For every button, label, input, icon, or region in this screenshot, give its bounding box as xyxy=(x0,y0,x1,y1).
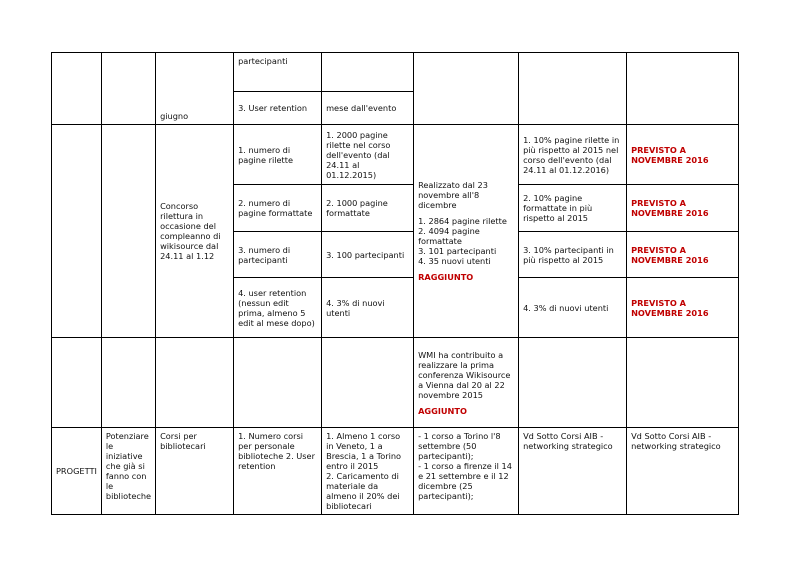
planned-cell xyxy=(627,125,739,185)
table-row xyxy=(52,428,739,515)
planned-status: PREVISTO A NOVEMBRE 2016 xyxy=(631,198,709,218)
target-cell xyxy=(322,185,414,232)
planned-cell xyxy=(627,278,739,338)
activity-cell xyxy=(156,428,234,515)
metric-cell xyxy=(234,428,322,515)
metric-cell xyxy=(234,278,322,338)
result-list: 1. 2864 pagine rilette 2. 4094 pagine formattate 3. 101 partecipanti 4. 35 nuovi utenti xyxy=(418,216,507,266)
cell-empty xyxy=(101,53,155,125)
conference-status: AGGIUNTO xyxy=(418,405,467,416)
month-text: giugno xyxy=(160,111,189,121)
next-target-text: 4. 3% di nuovi utenti xyxy=(523,302,609,313)
metric-text: 2. numero di pagine formattate xyxy=(238,198,313,218)
metric-text: 1. Numero corsi per personale biblioteche 2. User retention xyxy=(238,431,315,471)
result-cell xyxy=(414,428,519,515)
next-target-cell xyxy=(519,232,627,278)
result-text: - 1 corso a Torino l'8 settembre (50 partecipanti); - 1 corso a firenze il 14 e 21 settembre e il 12 dicembre (25 partecipanti); xyxy=(418,431,512,501)
table-row xyxy=(52,53,739,92)
target-text: 1. 2000 pagine rilette nel corso dell'evento (dal 24.11 al 01.12.2015) xyxy=(326,129,391,180)
target-cell xyxy=(322,232,414,278)
next-target-cell xyxy=(519,278,627,338)
month-cell xyxy=(156,53,234,125)
contest-result-cell xyxy=(414,125,519,338)
target-text: 1. Almeno 1 corso in Veneto, 1 a Brescia, 1 a Torino entro il 2015 2. Caricamento di materiale da almeno il 20% dei bibliotecari xyxy=(326,431,402,511)
metric-text: 4. user retention (nessun edit prima, almeno 5 edit al mese dopo) xyxy=(238,287,315,328)
metric-cell xyxy=(234,232,322,278)
cell-empty xyxy=(322,338,414,428)
contest-name-text: Concorso rilettura in occasione del compleanno di wikisource dal 24.11 al 1.12 xyxy=(160,201,221,261)
target-cell xyxy=(322,92,414,125)
category-text: PROGETTI xyxy=(56,466,97,476)
cell-empty xyxy=(52,53,102,125)
metric-cell xyxy=(234,92,322,125)
cell-empty xyxy=(322,53,414,92)
next-target-text: 2. 10% pagine formattate in più rispetto al 2015 xyxy=(523,193,593,223)
target-cell xyxy=(322,125,414,185)
result-text: Realizzato dal 23 novembre all'8 dicembre xyxy=(418,180,488,210)
next-target-text: Vd Sotto Corsi AIB - networking strategico xyxy=(523,431,613,451)
cell-empty xyxy=(414,53,519,125)
metric-text: 3. User retention xyxy=(238,103,308,113)
contest-name-cell xyxy=(156,125,234,338)
planned-cell xyxy=(627,232,739,278)
next-target-cell xyxy=(519,185,627,232)
result-status: RAGGIUNTO xyxy=(418,272,474,282)
cell-empty xyxy=(519,53,627,125)
goal-cell xyxy=(101,428,155,515)
cell-empty xyxy=(627,53,739,125)
cell-empty xyxy=(52,125,102,338)
planned-status: PREVISTO A NOVEMBRE 2016 xyxy=(631,244,709,265)
metric-text: 3. numero di partecipanti xyxy=(238,244,291,265)
cell-empty xyxy=(156,338,234,428)
planned-status: PREVISTO A NOVEMBRE 2016 xyxy=(631,297,709,318)
cell-empty xyxy=(52,338,102,428)
target-cell xyxy=(322,428,414,515)
activity-text: Corsi per bibliotecari xyxy=(160,431,206,451)
cell-empty xyxy=(101,125,155,338)
target-text: 3. 100 partecipanti xyxy=(326,249,405,260)
planned-status: PREVISTO A NOVEMBRE 2016 xyxy=(631,144,709,165)
next-target-cell xyxy=(519,428,627,515)
planned-text: Vd Sotto Corsi AIB - networking strategico xyxy=(631,431,721,451)
table-row xyxy=(52,125,739,185)
target-text: 2. 1000 pagine formattate xyxy=(326,198,388,218)
metric-text: partecipanti xyxy=(238,56,288,66)
category-cell xyxy=(52,428,102,515)
next-target-text: 3. 10% partecipanti in più rispetto al 2015 xyxy=(523,244,614,265)
conference-cell xyxy=(414,338,519,428)
metric-text: 1. numero di pagine rilette xyxy=(238,144,294,165)
planned-cell xyxy=(627,185,739,232)
target-cell xyxy=(322,278,414,338)
next-target-cell xyxy=(519,125,627,185)
project-table xyxy=(51,52,739,515)
goal-text: Potenziare le iniziative che già si fanno con le biblioteche xyxy=(105,431,152,501)
metric-cell xyxy=(234,53,322,92)
target-text: 4. 3% di nuovi utenti xyxy=(326,297,385,318)
cell-empty xyxy=(101,338,155,428)
planned-cell xyxy=(627,428,739,515)
metric-cell xyxy=(234,125,322,185)
target-text: mese dall'evento xyxy=(326,103,397,113)
cell-empty xyxy=(627,338,739,428)
cell-empty xyxy=(234,338,322,428)
conference-text: WMI ha contribuito a realizzare la prima conferenza Wikisource a Vienna dal 20 al 22 novembre 2015 xyxy=(418,349,511,400)
metric-cell xyxy=(234,185,322,232)
table-row xyxy=(52,338,739,428)
next-target-text: 1. 10% pagine rilette in più rispetto al 2015 nel corso dell'evento (dal 24.11 al 01.12.2016) xyxy=(523,134,620,175)
cell-empty xyxy=(519,338,627,428)
